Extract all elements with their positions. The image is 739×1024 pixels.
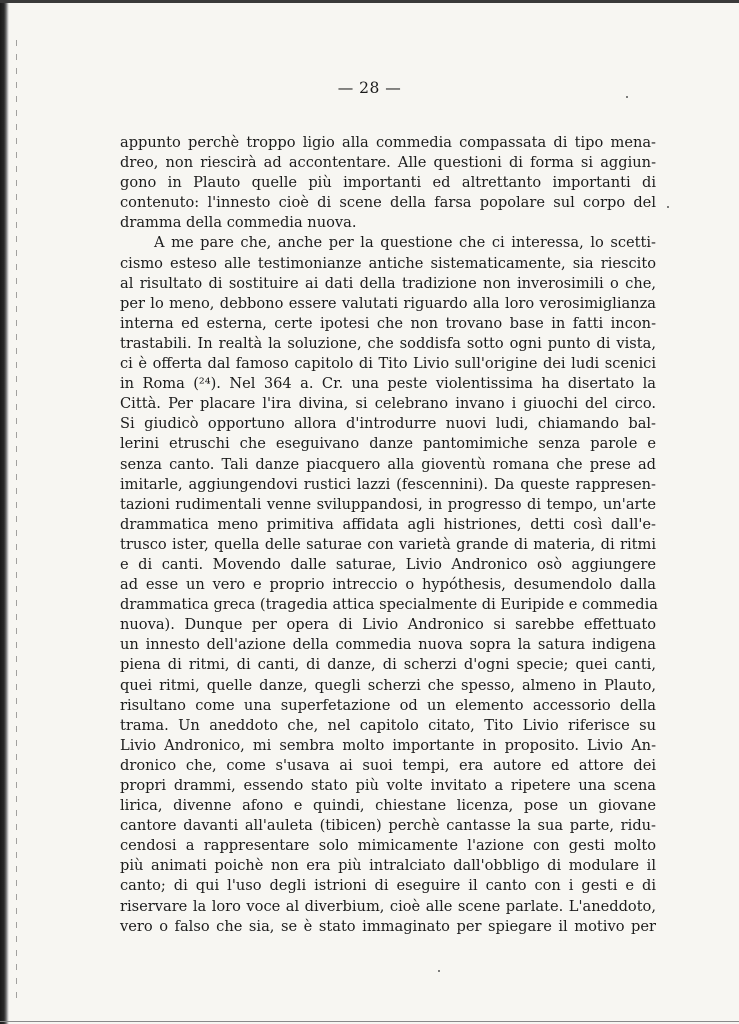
text-line: canto; di qui l'uso degli istrioni di eseguire il canto con i gesti e di — [120, 877, 656, 895]
text-line: tazioni rudimentali venne sviluppandosi, in progresso di tempo, un'arte — [120, 495, 656, 513]
scan-speck — [626, 96, 628, 98]
text-line: piena di ritmi, di canti, di danze, di scherzi d'ogni specie; quei canti, — [120, 656, 656, 674]
text-line: trastabili. In realtà la soluzione, che soddisfa sotto ogni punto di vista, — [120, 334, 656, 352]
text-line: nuova). Dunque per opera di Livio Andronico si sarebbe effettuato — [120, 616, 656, 634]
scan-speck — [438, 970, 440, 972]
text-line: propri drammi, essendo stato più volte invitato a ripetere una scena — [120, 777, 656, 794]
text-line: Città. Per placare l'ira divina, si celebrano invano i giuochi del circo. — [120, 395, 656, 413]
text-line: cantore davanti all'auleta (tibicen) perchè cantasse la sua parte, ridu- — [120, 817, 656, 835]
binding-edge — [0, 0, 9, 1024]
text-line: cismo esteso alle testimonianze antiche sistematicamente, sia riescito — [120, 254, 656, 272]
body-text — [120, 133, 659, 937]
text-line: Livio Andronico, mi sembra molto importante in proposito. Livio An- — [120, 736, 656, 754]
text-line: lirica, divenne afono e quindi, chiestane licenza, pose un giovane — [120, 797, 656, 815]
text-line: lerini etruschi che eseguivano danze pantomimiche senza parole e — [120, 435, 656, 453]
text-line: drammatica greca (tragedia attica specialmente di Euripide e commedia — [120, 596, 659, 614]
text-line: cendosi a rappresentare solo mimicamente l'azione con gesti molto — [120, 837, 656, 855]
binding-margin-line — [16, 40, 17, 1000]
text-line: interna ed esterna, certe ipotesi che non trovano base in fatti incon- — [120, 314, 656, 332]
text-line: senza canto. Tali danze piacquero alla gioventù romana che prese ad — [120, 455, 656, 473]
text-line: gono in Plauto quelle più importanti ed altrettanto importanti di — [120, 174, 656, 192]
text-line: Si giudicò opportuno allora d'introdurre nuovi ludi, chiamando bal- — [120, 415, 656, 433]
text-line: dramma della commedia nuova. — [120, 214, 357, 232]
text-line: dreo, non riescirà ad accontentare. Alle questioni di forma si aggiun- — [120, 154, 656, 172]
text-line: A me pare che, anche per la questione che ci interessa, lo scetti- — [154, 234, 656, 252]
bottom-edge-line — [0, 1021, 739, 1022]
text-line: al risultato di sostituire ai dati della tradizione non inverosimili o che, — [120, 274, 656, 292]
text-line: risultano come una superfetazione od un elemento accessorio della — [120, 696, 656, 714]
text-line: trama. Un aneddoto che, nel capitolo citato, Tito Livio riferisce su — [120, 716, 656, 734]
text-line: quei ritmi, quelle danze, quegli scherzi che spesso, almeno in Plauto, — [120, 676, 656, 694]
text-line: contenuto: l'innesto cioè di scene della farsa popolare sul corpo del — [120, 194, 656, 212]
text-line: riservare la loro voce al diverbium, cioè alle scene parlate. L'aneddoto, — [120, 897, 656, 915]
text-line: un innesto dell'azione della commedia nuova sopra la satura indigena — [120, 636, 656, 654]
page-number: — 28 — — [337, 79, 402, 97]
text-line: ci è offerta dal famoso capitolo di Tito Livio sull'origine dei ludi scenici — [120, 355, 656, 373]
text-line: per lo meno, debbono essere valutati riguardo alla loro verosimiglianza — [120, 294, 656, 312]
text-line: vero o falso che sia, se è stato immaginato per spiegare il motivo per — [120, 917, 656, 935]
text-line: e di canti. Movendo dalle saturae, Livio Andronico osò aggiungere — [120, 555, 656, 573]
text-line: dronico che, come s'usava ai suoi tempi, era autore ed attore dei — [120, 756, 656, 774]
text-line: in Roma (²⁴). Nel 364 a. Cr. una peste violentissima ha disertato la — [120, 375, 656, 393]
text-line: più animati poichè non era più intralciato dall'obbligo di modulare il — [120, 857, 656, 875]
text-line: imitarle, aggiungendovi rustici lazzi (fescennini). Da queste rappresen- — [120, 475, 656, 493]
top-edge-line — [0, 0, 739, 3]
text-line: appunto perchè troppo ligio alla commedia compassata di tipo mena- — [120, 134, 656, 151]
text-line: ad esse un vero e proprio intreccio o hypóthesis, desumendolo dalla — [120, 576, 656, 594]
text-line: trusco ister, quella delle saturae con varietà grande di materia, di ritmi — [120, 535, 656, 553]
text-line: drammatica meno primitiva affidata agli histriones, detti così dall'e- — [120, 515, 656, 533]
scan-speck — [667, 206, 669, 208]
